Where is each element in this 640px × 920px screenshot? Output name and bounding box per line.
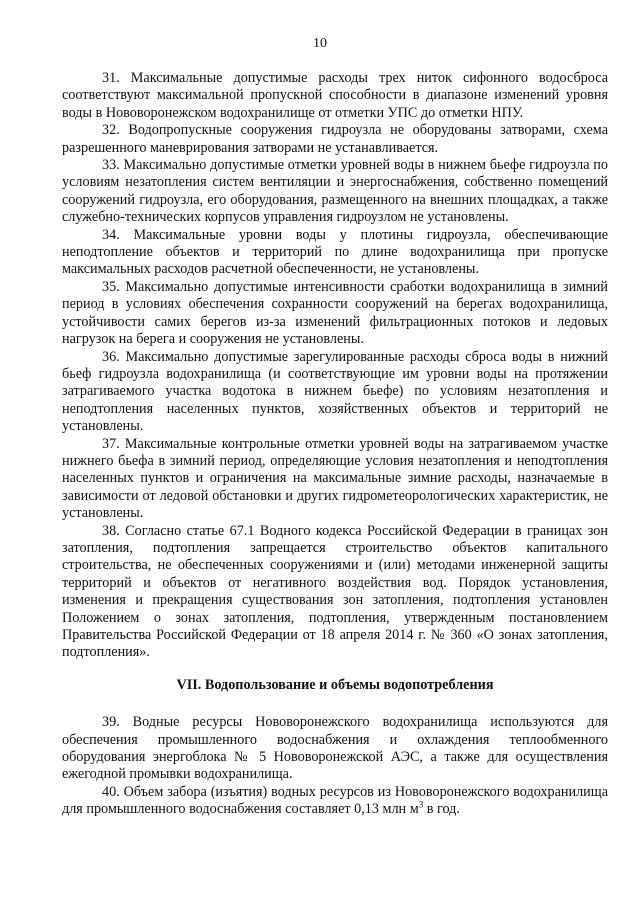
cubic-superscript: 3 [418, 799, 424, 810]
paragraph-32: 32. Водопропускные сооружения гидроузла не оборудованы затворами, схема разрешенного маневрирования затворами не устанавливается. [62, 122, 608, 156]
paragraph-37: 37. Максимальные контрольные отметки уровней воды на затрагиваемом участке нижнего бьефа в зимний период, определяющие условия незатопления и неподтопления населенных пунктов и ограничения на максимальные зимние расходы, назначаемые в зависимости от ледовой обстановки и других гидрометеорологических характеристик, не установлены. [62, 435, 608, 522]
paragraph-40-ending: в год. [423, 801, 460, 818]
page-number: 10 [313, 36, 327, 51]
paragraph-38: 38. Согласно статье 67.1 Водного кодекса Российской Федерации в границах зон затопления, подтопления запрещается строительство объектов капитального строительства, не обеспеченных сооружениями и (или) методами инженерной защиты территорий и объектов от негативного воздействия вод. Порядок установления, изменения и прекращения существования зон затопления, подтопления установлен Положением о зонах затопления, подтопления, утвержденным постановлением Правительства Российской Федерации от 18 апреля 2014 г. № 360 «О зонах затопления, подтопления». [62, 522, 608, 661]
document-body [62, 70, 608, 819]
paragraph-39: 39. Водные ресурсы Нововоронежского водохранилища используются для обеспечения промышленного водоснабжения и охлаждения теплообменного оборудования энергоблока № 5 Нововоронежской АЭС, а также для осуществления ежегодной промывки водохранилища. [62, 714, 608, 783]
paragraph-35: 35. Максимально допустимые интенсивности сработки водохранилища в зимний период в условиях обеспечения сохранности сооружений на берегах водохранилища, устойчивости самих берегов из-за изменений фильтрационных потоков и ледовых нагрузок на берега и сооружения не установлены. [62, 278, 608, 348]
paragraph-40-text: 40. Объем забора (изъятия) водных ресурсов из Нововоронежского водохранилища для промышленного водоснабжения составляет 0,13 млн м [62, 783, 608, 818]
paragraph-33: 33. Максимально допустимые отметки уровней воды в нижнем бьефе гидроузла по условиям незатопления систем вентиляции и энергоснабжения, собственно помещений сооружений гидроузла, его оборудования, размещенного на внешних площадках, а также служебно-технических корпусов управления гидроузлом не установлены. [62, 157, 608, 226]
paragraph-40 [62, 784, 608, 819]
section-heading: VII. Водопользование и объемы водопотребления [176, 676, 494, 693]
paragraph-31: 31. Максимальные допустимые расходы трех ниток сифонного водосброса соответствуют максимальной пропускной способности в диапазоне изменений уровня воды в Нововоронежском водохранилище от отметки УПС до отметки НПУ. [62, 70, 608, 121]
paragraph-34: 34. Максимальные уровни воды у плотины гидроузла, обеспечивающие неподтопление объектов и территорий по длине водохранилища при пропуске максимальных расходов расчетной обеспеченности, не установлены. [62, 226, 608, 278]
paragraph-36: 36. Максимально допустимые зарегулированные расходы сброса воды в нижний бьеф гидроузла водохранилища (и соответствующие им уровни воды на протяжении затрагиваемого участка водотока в нижнем бьефе) по условиям незатопления и неподтопления населенных пунктов, хозяйственных объектов и территорий не установлены. [62, 348, 608, 435]
